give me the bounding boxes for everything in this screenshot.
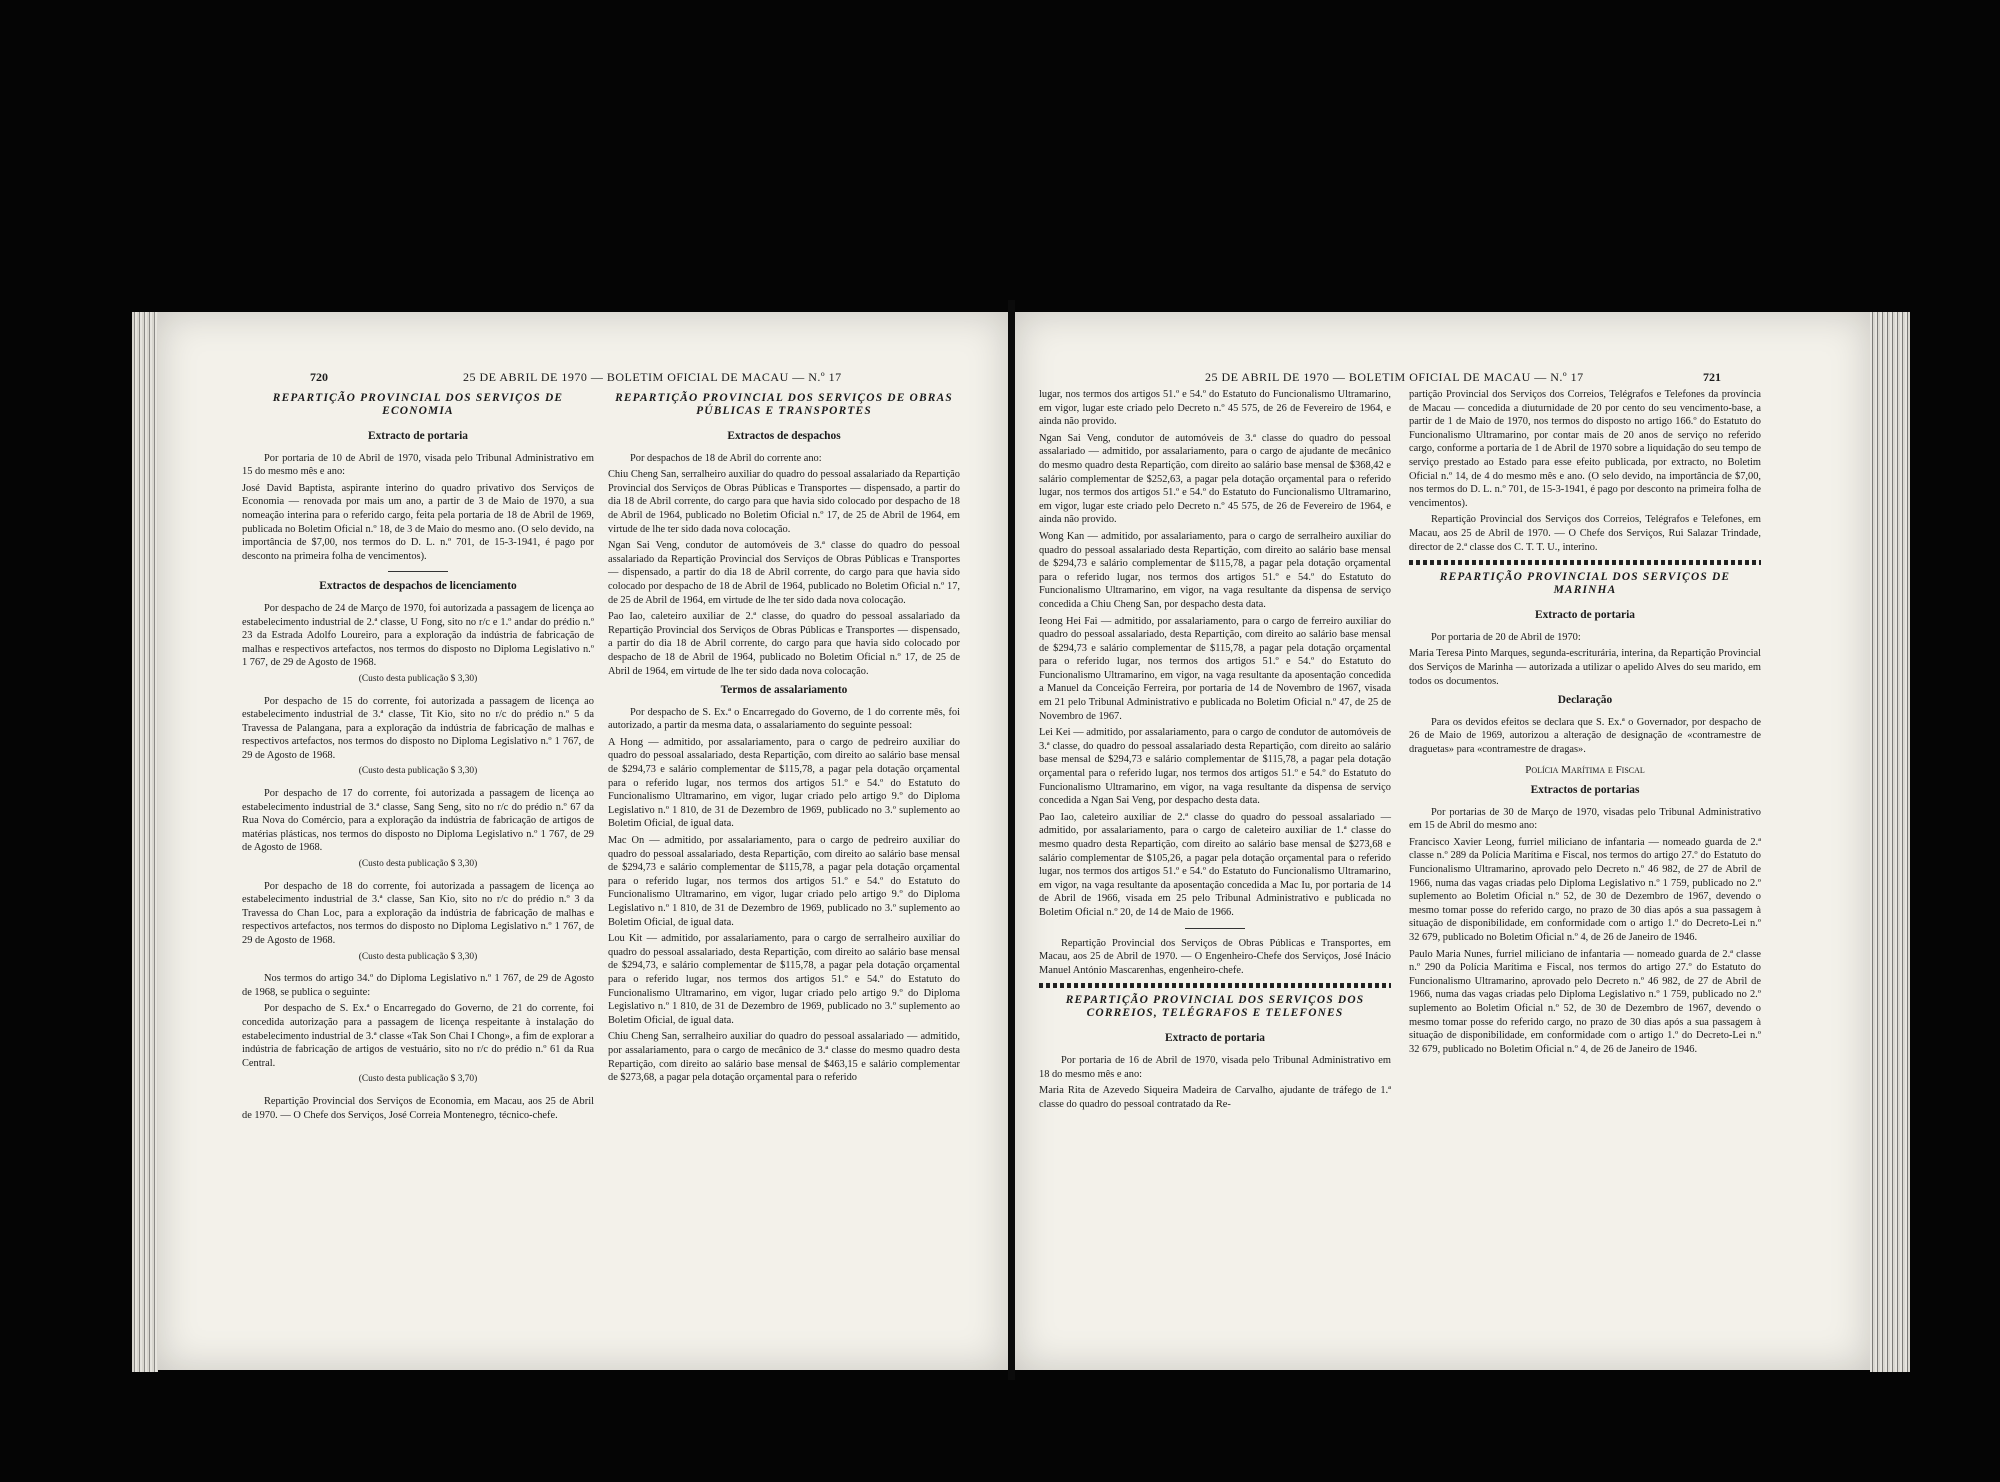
paragraph: Mac On — admitido, por assalariamento, para o cargo de pedreiro auxiliar do quadro do pessoal assalariado, desta Repartição, com direito ao salário base mensal de $294,73 e salário complementar de $115,78, a pagar pela dotação orçamental para o referido lugar, nos termos dos artigos 51.º e 54.º do Estatuto do Funcionalismo Ultramarino, em vigor, lugar criado pelo artigo 9.º do Diploma Legislativo n.º 1 810, de 31 de Dezembro de 1969, publicado no 3.º suplemento ao Boletim Oficial, de igual data. [608,835,960,928]
paragraph: Ieong Hei Fai — admitido, por assalariamento, para o cargo de ferreiro auxiliar do quadro do pessoal assalariado, desta Repartição, com direito ao salário base mensal de $294,73 e salário complementar de $115,78, a pagar pela dotação orçamental para o referido lugar, nos termos dos artigos 51.º e 54.º do Estatuto do Funcionalismo Ultramarino, em vigor, na vaga resultante da aposentação concedida a Manuel da Conceição Ferreira, por portaria de 14 de Novembro de 1967, visada em 21 pelo Tribunal Administrativo e publicada no Boletim Oficial n.º 47, de 25 de Novembro de 1967. [1039,615,1391,722]
paragraph: Por portaria de 10 de Abril de 1970, visada pelo Tribunal Administrativo em 15 do mesmo mês e ano: [242,452,594,478]
paragraph: Por despacho de S. Ex.ª o Encarregado do Governo, de 1 do corrente mês, foi autorizado, a partir da mesma data, o assalariamento do seguinte pessoal: [608,706,960,732]
paragraph: José David Baptista, aspirante interino do quadro privativo dos Serviços de Economia — renovada por mais um ano, a partir de 3 de Maio de 1970, a sua nomeação interina para o referido cargo, feita pela portaria de 18 de Abril de 1969, publicada no Boletim Oficial n.º 18, de 3 de Maio do mesmo ano. (O selo devido, na importância de $7,00, nos termos do D. L. n.º 701, de 15-3-1941, é pago por desconto na primeira folha de vencimentos). [242,482,594,562]
paragraph: A Hong — admitido, por assalariamento, para o cargo de pedreiro auxiliar do quadro do pessoal assalariado, desta Repartição, com direito ao salário base mensal de $294,73 e salário complementar de $115,78, a pagar pela dotação orçamental para o referido lugar, nos termos dos artigos 51.º e 54.º do Estatuto do Funcionalismo Ultramarino, em vigor, lugar criado pelo artigo 9.º do Diploma Legislativo n.º 1 810, de 31 de Dezembro de 1969, publicado no 3.º suplemento ao Boletim Oficial, de igual data. [608,736,960,830]
subsection-title: Extractos de despachos de licenciamento [319,580,517,593]
ornament-rule [1039,983,1391,988]
right-column-2 [1409,388,1761,1059]
cost-note: (Custo desta publicação $ 3,30) [358,859,478,870]
paragraph: lugar, nos termos dos artigos 51.º e 54.º do Estatuto do Funcionalismo Ultramarino, em vigor, lugar este criado pelo Decreto n.º 45 575, de 26 de Fevereiro de 1964, e ainda não provido. [1039,389,1391,428]
left-page [158,312,1008,1370]
subsection-title: Extractos de despachos [727,430,841,442]
left-column-1 [242,392,594,1125]
page-number: 721 [1703,370,1721,384]
cost-note: (Custo desta publicação $ 3,30) [358,766,478,777]
paragraph: Por portaria de 16 de Abril de 1970, visada pelo Tribunal Administrativo em 18 do mesmo mês e ano: [1039,1054,1391,1080]
subsection-title: Extracto de portaria [1535,609,1635,622]
cost-note: (Custo desta publicação $ 3,30) [358,673,478,684]
paragraph: Por portaria de 20 de Abril de 1970: [1431,631,1581,643]
signature-paragraph: Repartição Provincial dos Serviços de Obras Públicas e Transportes, em Macau, aos 25 de Abril de 1970. — O Engenheiro-Chefe dos Serviços, José Inácio Manuel António Mascarenhas, engenheiro-chefe. [1039,937,1391,976]
paragraph: Por despacho de 24 de Março de 1970, foi autorizada a passagem de licença ao estabelecimento industrial de 2.ª classe, U Fong, sito no r/c e 1.º andar do prédio n.º 23 da Estrada Adolfo Loureiro, para a exploração da indústria de fabricação de malhas e respectivos artefactos, nos termos do disposto no Diploma Legislativo n.º 1 767, de 29 de Agosto de 1968. [242,602,594,669]
running-head: 25 DE ABRIL DE 1970 — BOLETIM OFICIAL DE MACAU — N.º 17 [463,370,842,384]
subsection-title: Declaração [1557,694,1613,707]
paragraph: Por despacho de S. Ex.ª o Encarregado do Governo, de 21 do corrente, foi concedida autorização para a passagem de licença respeitante à instalação do estabelecimento industrial de 3.ª classe «Tak Son Chai I Chong», a fim de explorar a indústria de fabricação de artigos de vestuário, sito no r/c do prédio n.º 61 da Rua Central. [242,1003,594,1069]
paragraph: Chiu Cheng San, serralheiro auxiliar do quadro do pessoal assalariado da Repartição Provincial dos Serviços de Obras Públicas e Transportes — dispensado, a partir do dia 18 de Abril corrente, do cargo para que havia sido colocado por despacho de 18 de Abril de 1964, publicado no Boletim Oficial n.º 17, de 25 de Abril de 1964, em virtude de lhe ter sido dada nova colocação. [608,469,960,535]
paragraph: Lei Kei — admitido, por assalariamento, para o cargo de condutor de automóveis de 3.ª classe, do quadro do pessoal assalariado desta Repartição, com direito ao salário base mensal de $294,73 e salário complementar de $115,78, a pagar pela dotação orçamental para o referido lugar, nos termos dos artigos 51.º e 54.º do Estatuto do Funcionalismo Ultramarino, em vigor, na vaga resultante da dispensa de serviço concedida a Ngan Sai Veng, por despacho desta data. [1039,727,1391,807]
paragraph: Por despacho de 15 do corrente, foi autorizada a passagem de licença ao estabelecimento industrial de 3.ª classe, Tit Kio, sito no r/c do prédio n.º 5 da Travessa de Palangana, para a exploração da indústria de fabricação de malhas e respectivos artefactos, nos termos do disposto no Diploma Legislativo n.º 1 767, de 29 de Agosto de 1968. [242,695,594,761]
section-title: REPARTIÇÃO PROVINCIAL DOS SERVIÇOS DE MARINHA [1439,571,1731,597]
subsection-title: Polícia Marítima e Fiscal [1525,764,1645,777]
cost-note: (Custo desta publicação $ 3,70) [358,1074,478,1085]
paragraph: Para os devidos efeitos se declara que S. Ex.ª o Governador, por despacho de 26 de Maio de 1969, autorizou a alteração de designação de «contramestre de draguetas» para «contramestre de dragas». [1409,716,1761,755]
book-edge-left [132,312,158,1372]
cost-note: (Custo desta publicação $ 3,30) [358,951,478,962]
signature-paragraph: Repartição Provincial dos Serviços dos Correios, Telégrafos e Telefones, em Macau, aos 25 de Abril de 1970. — O Chefe dos Serviços, Rui Salazar Trindade, director de 2.ª classe dos C. T. T. U., interino. [1409,514,1761,553]
divider [1185,928,1245,929]
paragraph: Por despacho de 18 do corrente, foi autorizada a passagem de licença ao estabelecimento industrial de 3.ª classe, San Kio, sito no r/c do prédio n.º 3 da Travessa do Chan Loc, para a exploração da indústria de fabricação de malhas e respectivos artefactos, nos termos do disposto no Diploma Legislativo n.º 1 767, de 29 de Agosto de 1968. [242,880,594,946]
subsection-title: Termos de assalariamento [720,684,848,697]
signature-paragraph: Repartição Provincial dos Serviços de Economia, em Macau, aos 25 de Abril de 1970. — O Chefe dos Serviços, José Correia Montenegro, técnico-chefe. [242,1095,594,1121]
paragraph: partição Provincial dos Serviços dos Correios, Telégrafos e Telefones da província de Macau — concedida a diuturnidade de 20 por cento do seu vencimento-base, a partir de 1 de Maio de 1970, nos termos do disposto no artigo 166.º do Estatuto do Funcionalismo Ultramarino, por contar mais de 20 anos de serviço no referido cargo, conforme a portaria de 1 de Abril de 1970 sobre a liquidação do seu tempo de serviço prestado ao Estado para esse efeito publicada, por extracto, no Boletim Oficial n.º 14, de 4 do mesmo mês e ano. (O selo devido, na importância de $7,00, nos termos do D. L. n.º 701, de 15-3-1941, é pago por desconto na primeira folha de vencimentos). [1409,389,1761,509]
left-column-2 [608,392,960,1088]
subsection-title: Extracto de portaria [368,430,468,442]
paragraph: Pao Iao, caleteiro auxiliar de 2.ª classe do quadro do pessoal assalariado — admitido, por assalariamento, para o cargo de caleteiro auxiliar de 1.ª classe do mesmo quadro desta Repartição, com direito ao salário base mensal de $273,68 e salário complementar de $105,26, a pagar pela dotação orçamental para o referido lugar, nos termos dos artigos 51.º e 54.º do Estatuto do Funcionalismo Ultramarino, em vigor, na vaga resultante da aposentação concedida a Mac Iu, por portaria de 14 de Abril de 1966, visada em 25 pelo Tribunal Administrativo e publicada no Boletim Oficial n.º 20, de 14 de Maio de 1966. [1039,811,1391,918]
paragraph: Francisco Xavier Leong, furriel miliciano de infantaria — nomeado guarda de 2.ª classe n.º 289 da Polícia Marítima e Fiscal, nos termos do artigo 27.º do Estatuto do Funcionalismo Ultramarino, aprovado pelo Decreto n.º 46 982, de 27 de Abril de 1966, numa das vagas criadas pelo Diploma Legislativo n.º 1 759, publicado no 2.º suplemento ao Boletim Oficial n.º 52, de 30 de Dezembro de 1967, devendo o mesmo tomar posse do referido cargo, no prazo de 30 dias após a sua passagem à situação de disponibilidade, em conformidade com o artigo 1.º do Decreto-Lei n.º 32 679, publicado no Boletim Oficial n.º 4, de 26 de Janeiro de 1946. [1409,836,1761,943]
paragraph: Maria Teresa Pinto Marques, segunda-escriturária, interina, da Repartição Provincial dos Serviços de Marinha — autorizada a utilizar o apelido Alves do seu marido, em todos os documentos. [1409,648,1761,687]
paragraph: Por despacho de 17 do corrente, foi autorizada a passagem de licença ao estabelecimento industrial de 3.ª classe, Sang Seng, sito no r/c do prédio n.º 67 da Rua Nova do Comércio, para a exploração da indústria de fabricação de artigos de matérias plásticas, nos termos do disposto no Diploma Legislativo n.º 1 767, de 29 de Agosto de 1968. [242,788,594,854]
section-title: REPARTIÇÃO PROVINCIAL DOS SERVIÇOS DOS CORREIOS, TELÉGRAFOS E TELEFONES [1065,994,1365,1020]
section-title: REPARTIÇÃO PROVINCIAL DOS SERVIÇOS DE ECONOMIA [272,392,564,417]
paragraph: Ngan Sai Veng, condutor de automóveis de 3.ª classe do quadro do pessoal assalariado da Repartição Provincial dos Serviços de Obras Públicas e Transportes — dispensado, a partir do dia 18 de Abril corrente, do cargo para que havia sido colocado por despacho de 18 de Abril de 1964, publicado no Boletim Oficial n.º 17, de 25 de Abril de 1964, em virtude de lhe ter sido dada nova colocação. [608,540,960,606]
ornament-rule [1409,560,1761,565]
paragraph: Ngan Sai Veng, condutor de automóveis de 3.ª classe do quadro do pessoal assalariado — admitido, por assalariamento, para o cargo de ajudante de mecânico do mesmo quadro desta Repartição, com direito ao salário base mensal de $368,42 e salário complementar de $252,63, a pagar pela dotação orçamental para o referido lugar, nos termos dos artigos 51.º e 54.º do Estatuto do Funcionalismo Ultramarino, em vigor, lugar este criado pelo Decreto n.º 45 575, de 26 de Fevereiro de 1964, e ainda não provido. [1039,432,1391,526]
paragraph: Paulo Maria Nunes, furriel miliciano de infantaria — nomeado guarda de 2.ª classe n.º 290 da Polícia Marítima e Fiscal, nos termos do artigo 27.º do Estatuto do Funcionalismo Ultramarino, aprovado pelo Decreto n.º 46 982, de 27 de Abril de 1966, numa das vagas criadas pelo Diploma Legislativo n.º 1 759, publicado no 2.º suplemento ao Boletim Oficial n.º 52, de 30 de Dezembro de 1967, devendo o mesmo tomar posse do referido cargo, no prazo de 30 dias após a sua passagem à situação de disponibilidade, em conformidade com o artigo 1.º do Decreto-Lei n.º 32 679, publicado no Boletim Oficial n.º 4, de 26 de Janeiro de 1946. [1409,948,1761,1055]
subsection-title: Extracto de portaria [1165,1032,1265,1045]
right-column-1 [1039,388,1391,1114]
subsection-title: Extractos de portarias [1530,784,1640,797]
paragraph: Por despachos de 18 de Abril do corrente ano: [630,452,822,464]
paragraph: Maria Rita de Azevedo Siqueira Madeira de Carvalho, ajudante de tráfego de 1.ª classe do quadro do pessoal contratado da Re- [1039,1085,1391,1110]
paragraph: Por portarias de 30 de Março de 1970, visadas pelo Tribunal Administrativo em 15 de Abril do mesmo ano: [1409,806,1761,832]
paragraph: Lou Kit — admitido, por assalariamento, para o cargo de serralheiro auxiliar do quadro do pessoal assalariado, desta Repartição, com direito ao salário base mensal de $294,73, e salário complementar de $115,78, a pagar pela dotação orçamental para o referido lugar, nos termos dos artigos 51.º e 54.º do Estatuto do Funcionalismo Ultramarino, em vigor, lugar criado pelo artigo 9.º do Diploma Legislativo n.º 1 810, de 31 de Dezembro de 1969, publicado no 3.º suplemento ao Boletim Oficial, de igual data. [608,933,960,1026]
book-edge-right [1870,312,1910,1372]
right-page [1015,312,1870,1370]
paragraph: Chiu Cheng San, serralheiro auxiliar do quadro do pessoal assalariado — admitido, por assalariamento, para o cargo de mecânico de 3.ª classe do mesmo quadro desta Repartição, com direito ao salário base mensal de $463,15 e salário complementar de $273,68, a pagar pela dotação orçamental para o referido [608,1031,960,1084]
running-head: 25 DE ABRIL DE 1970 — BOLETIM OFICIAL DE MACAU — N.º 17 [1205,370,1584,384]
paragraph: Nos termos do artigo 34.º do Diploma Legislativo n.º 1 767, de 29 de Agosto de 1968, se publica o seguinte: [242,973,594,998]
divider [388,571,448,572]
book-spine [1008,300,1015,1380]
page-number: 720 [310,370,328,384]
paragraph: Wong Kan — admitido, por assalariamento, para o cargo de serralheiro auxiliar do quadro do pessoal assalariado desta Repartição, com direito ao salário base mensal de $294,73 e salário complementar de $115,78, a pagar pela dotação orçamental para o referido lugar, nos termos dos artigos 51.º e 54.º do Estatuto do Funcionalismo Ultramarino, em vigor, na vaga resultante da dispensa de serviço concedida a Chiu Cheng San, por despacho desta data. [1039,530,1391,610]
paragraph: Pao Iao, caleteiro auxiliar de 2.ª classe, do quadro do pessoal assalariado da Repartição Provincial dos Serviços de Obras Públicas e Transportes — dispensado, a partir do dia 18 de Abril corrente, do cargo para que havia sido colocado por despacho de 18 de Abril de 1964, publicado no Boletim Oficial n.º 17, de 25 de Abril de 1964, em virtude de lhe ter sido dada nova colocação. [608,611,960,677]
section-title: REPARTIÇÃO PROVINCIAL DOS SERVIÇOS DE OBRAS PÚBLICAS E TRANSPORTES [615,392,953,417]
